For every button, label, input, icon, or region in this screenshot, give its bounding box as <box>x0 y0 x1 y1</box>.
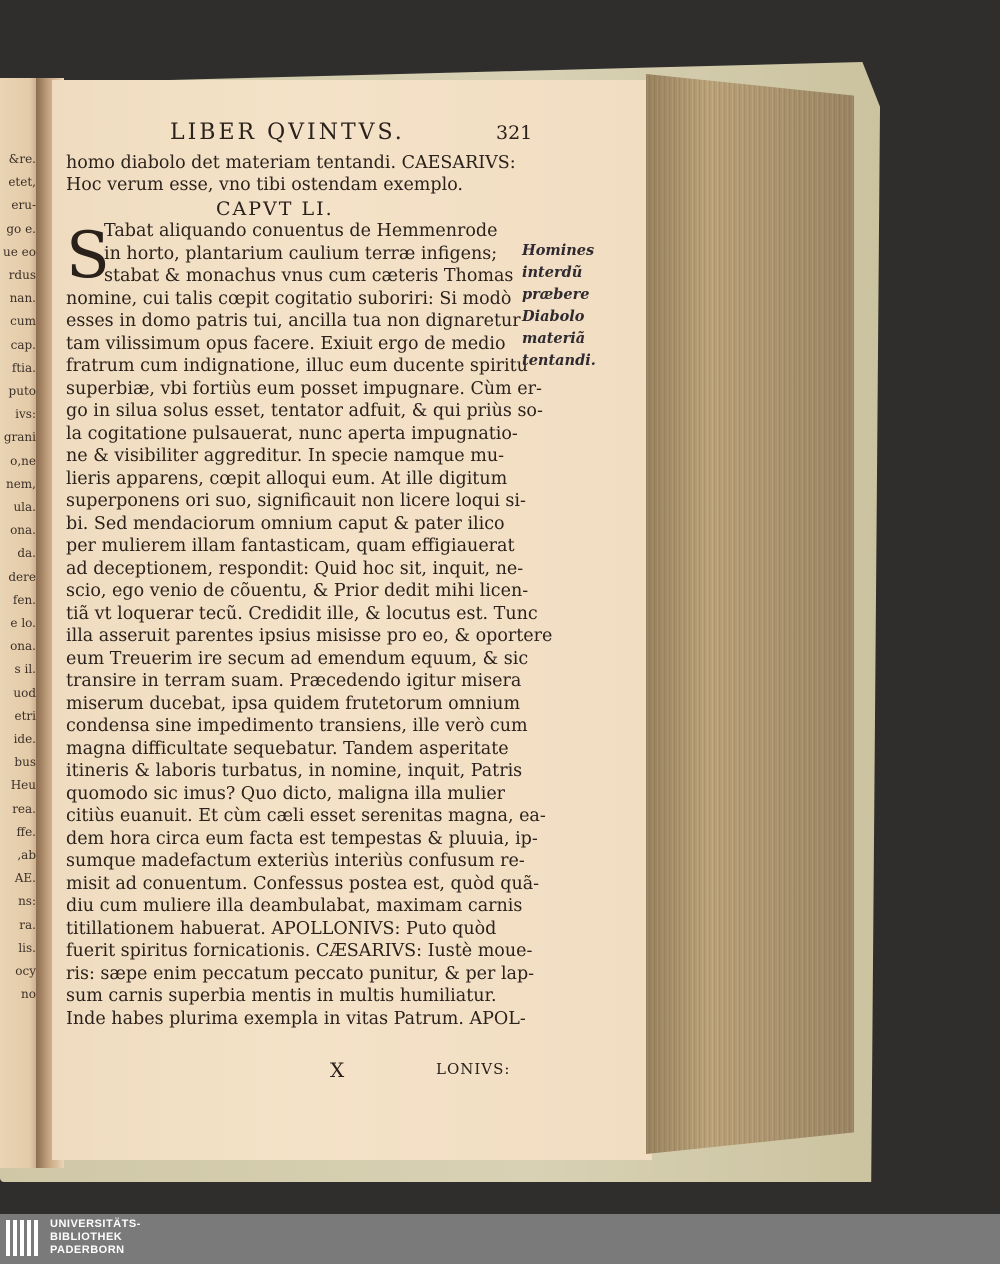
left-page-fragment: cum <box>10 314 36 329</box>
marginal-note-line: tentandi. <box>522 352 596 369</box>
text-line: scio, ego venio de cõuentu, & Prior dedit mihi licen- <box>66 581 529 601</box>
chapter-heading: CAPVT LI. <box>216 198 334 220</box>
text-line: bi. Sed mendaciorum omnium caput & pater ilico <box>66 513 505 534</box>
marginal-note-line: materiã <box>522 330 586 347</box>
text-line: esses in domo patris tui, ancilla tua non dignaretur <box>66 311 521 331</box>
fore-edge-shade <box>646 74 854 1154</box>
text-line: citiùs euanuit. Et cùm cæli esset serenitas magna, ea- <box>66 806 546 826</box>
text-line: fratrum cum indignatione, illuc eum ducente spiritu <box>66 356 528 376</box>
text-line: magna difficultate sequebatur. Tandem asperitate <box>66 738 509 759</box>
text-line: tiã vt loquerar tecũ. Credidit ille, & locutus est. Tunc <box>66 603 538 624</box>
left-page-fragment: lis. <box>18 940 36 955</box>
left-page-fragment: go e. <box>6 221 36 236</box>
text-line: go in silua solus esset, tentator adfuit, & qui priùs so- <box>66 401 543 421</box>
text-line: titillationem habuerat. APOLLONIVS: Puto quòd <box>66 918 497 939</box>
text-line: la cogitatione pulsauerat, nunc aperta impugnatio- <box>66 423 518 444</box>
left-page-fragment: rea. <box>12 801 36 816</box>
left-page-fragment: Heu <box>10 778 36 793</box>
text-line: per mulierem illam fantasticam, quam effigiauerat <box>66 536 515 556</box>
text-line: in horto, plantarium caulium terræ infigens; <box>104 243 498 264</box>
text-line: Tabat aliquando conuentus de Hemmenrode <box>104 221 498 241</box>
drop-initial: S <box>66 219 110 293</box>
left-page-fragment: ns: <box>18 894 36 909</box>
text-line: ne & visibiliter aggreditur. In specie namque mu- <box>66 446 505 466</box>
left-page-fragment: puto <box>8 384 36 398</box>
left-page-fragment: no <box>21 987 36 1002</box>
text-line: ris: sæpe enim peccatum peccato punitur, & per lap- <box>66 963 535 984</box>
text-line: condensa sine impedimento transiens, ille verò cum <box>66 716 528 736</box>
text-line: superbiæ, vbi fortiùs eum posset impugnare. Cùm er- <box>66 378 542 399</box>
text-line: itineris & laboris turbatus, in nomine, inquit, Patris <box>66 761 523 781</box>
left-page-fragment: ra. <box>19 917 36 932</box>
text-line: ad deceptionem, respondit: Quid hoc sit, inquit, ne- <box>66 558 524 579</box>
library-name-line: BIBLIOTHEK <box>50 1231 123 1243</box>
text-line: sum carnis superbia mentis in multis humiliatur. <box>66 986 497 1006</box>
left-page-fragment: ffe. <box>16 824 36 839</box>
left-page-fragment: uod <box>13 685 36 700</box>
text-line: tam vilissimum opus facere. Exiuit ergo de medio <box>66 333 506 354</box>
left-page-fragment: etet, <box>8 175 36 190</box>
text-line: sumque madefactum exteriùs interiùs confusum re- <box>66 851 525 871</box>
left-page-fragment: fen. <box>12 592 36 607</box>
text-line: dem hora circa eum facta est tempestas & pluuia, ip- <box>66 828 538 849</box>
catchword: LONIVS: <box>436 1060 511 1078</box>
text-line: fuerit spiritus fornicationis. CÆSARIVS: Iustè moue- <box>66 941 533 961</box>
text-line: stabat & monachus vnus cum cæteris Thomas <box>104 266 514 286</box>
left-page-fragment: bus <box>14 755 36 770</box>
left-page-fragment: eru- <box>11 198 36 213</box>
left-page-fragment: grani <box>3 430 36 445</box>
library-name <box>50 1218 141 1257</box>
text-line: illa asseruit parentes ipsius misisse pro eo, & oportere <box>66 626 553 646</box>
text-line: quomodo sic imus? Quo dicto, maligna illa mulier <box>66 783 506 804</box>
library-logo-icon <box>6 1220 42 1256</box>
left-page-fragment: etri <box>14 708 36 723</box>
text-line: miserum ducebat, ipsa quidem frutetorum omnium <box>66 693 521 714</box>
left-page-fragment: ftia. <box>11 360 36 375</box>
marginal-annotation <box>522 240 642 372</box>
left-page-fragment: ona. <box>10 523 36 538</box>
left-page-fragment: ue eo <box>3 244 36 259</box>
left-page-fragment: rdus <box>8 268 36 282</box>
text-line: nomine, cui talis cœpit cogitatio suboriri: Si modò <box>66 288 512 309</box>
left-page-fragment: ocy <box>15 964 36 978</box>
signature-mark: X <box>330 1058 345 1082</box>
text-line: homo diabolo det materiam tentandi. CAESARIVS: <box>66 153 516 173</box>
folio-number: 321 <box>496 122 533 144</box>
left-page-fragment: ide. <box>13 732 36 746</box>
library-name-line: UNIVERSITÄTS- <box>50 1218 141 1230</box>
left-page-fragment: nem, <box>5 476 36 491</box>
text-line: Hoc verum esse, vno tibi ostendam exemplo. <box>66 175 463 195</box>
left-page-fragment: ona. <box>10 639 36 654</box>
marginal-note-line: præbere <box>522 286 590 303</box>
left-page-fragment: dere <box>8 569 36 584</box>
text-line: Inde habes plurima exempla in vitas Patrum. APOL- <box>66 1008 526 1029</box>
marginal-note-line: Homines <box>522 242 595 259</box>
marginal-note-line: interdũ <box>522 264 583 281</box>
left-page-fragment: ,ab <box>17 848 36 862</box>
left-page-fragment: ivs: <box>15 407 36 422</box>
text-line: superponens ori suo, significauit non licere loqui si- <box>66 491 526 511</box>
left-page-fragment: da. <box>17 546 36 561</box>
left-page-fragment: &re. <box>8 152 36 166</box>
text-line: eum Treuerim ire secum ad emendum equum, & sic <box>66 648 529 669</box>
running-head: LIBER QVINTVS. <box>170 120 405 145</box>
text-line: diu cum muliere illa deambulabat, maximam carnis <box>66 896 523 916</box>
marginal-note-line: Diabolo <box>522 308 585 325</box>
library-name-line: PADERBORN <box>50 1244 125 1256</box>
left-page-fragment: AE. <box>14 871 36 886</box>
left-page-fragment: o,ne <box>10 453 36 468</box>
left-page-fragment: e lo. <box>10 616 36 630</box>
left-page-fragment: ula. <box>13 500 36 514</box>
text-line: transire in terram suam. Præcedendo igitur misera <box>66 671 522 691</box>
left-page-fragment: nan. <box>9 291 36 306</box>
text-line: misit ad conuentum. Confessus postea est, quòd quã- <box>66 873 540 894</box>
text-line: lieris apparens, cœpit alloqui eum. At ille digitum <box>66 468 508 489</box>
left-page-fragment: s il. <box>14 662 36 677</box>
left-page-fragment: cap. <box>10 337 36 352</box>
library-footer <box>0 1214 1000 1264</box>
